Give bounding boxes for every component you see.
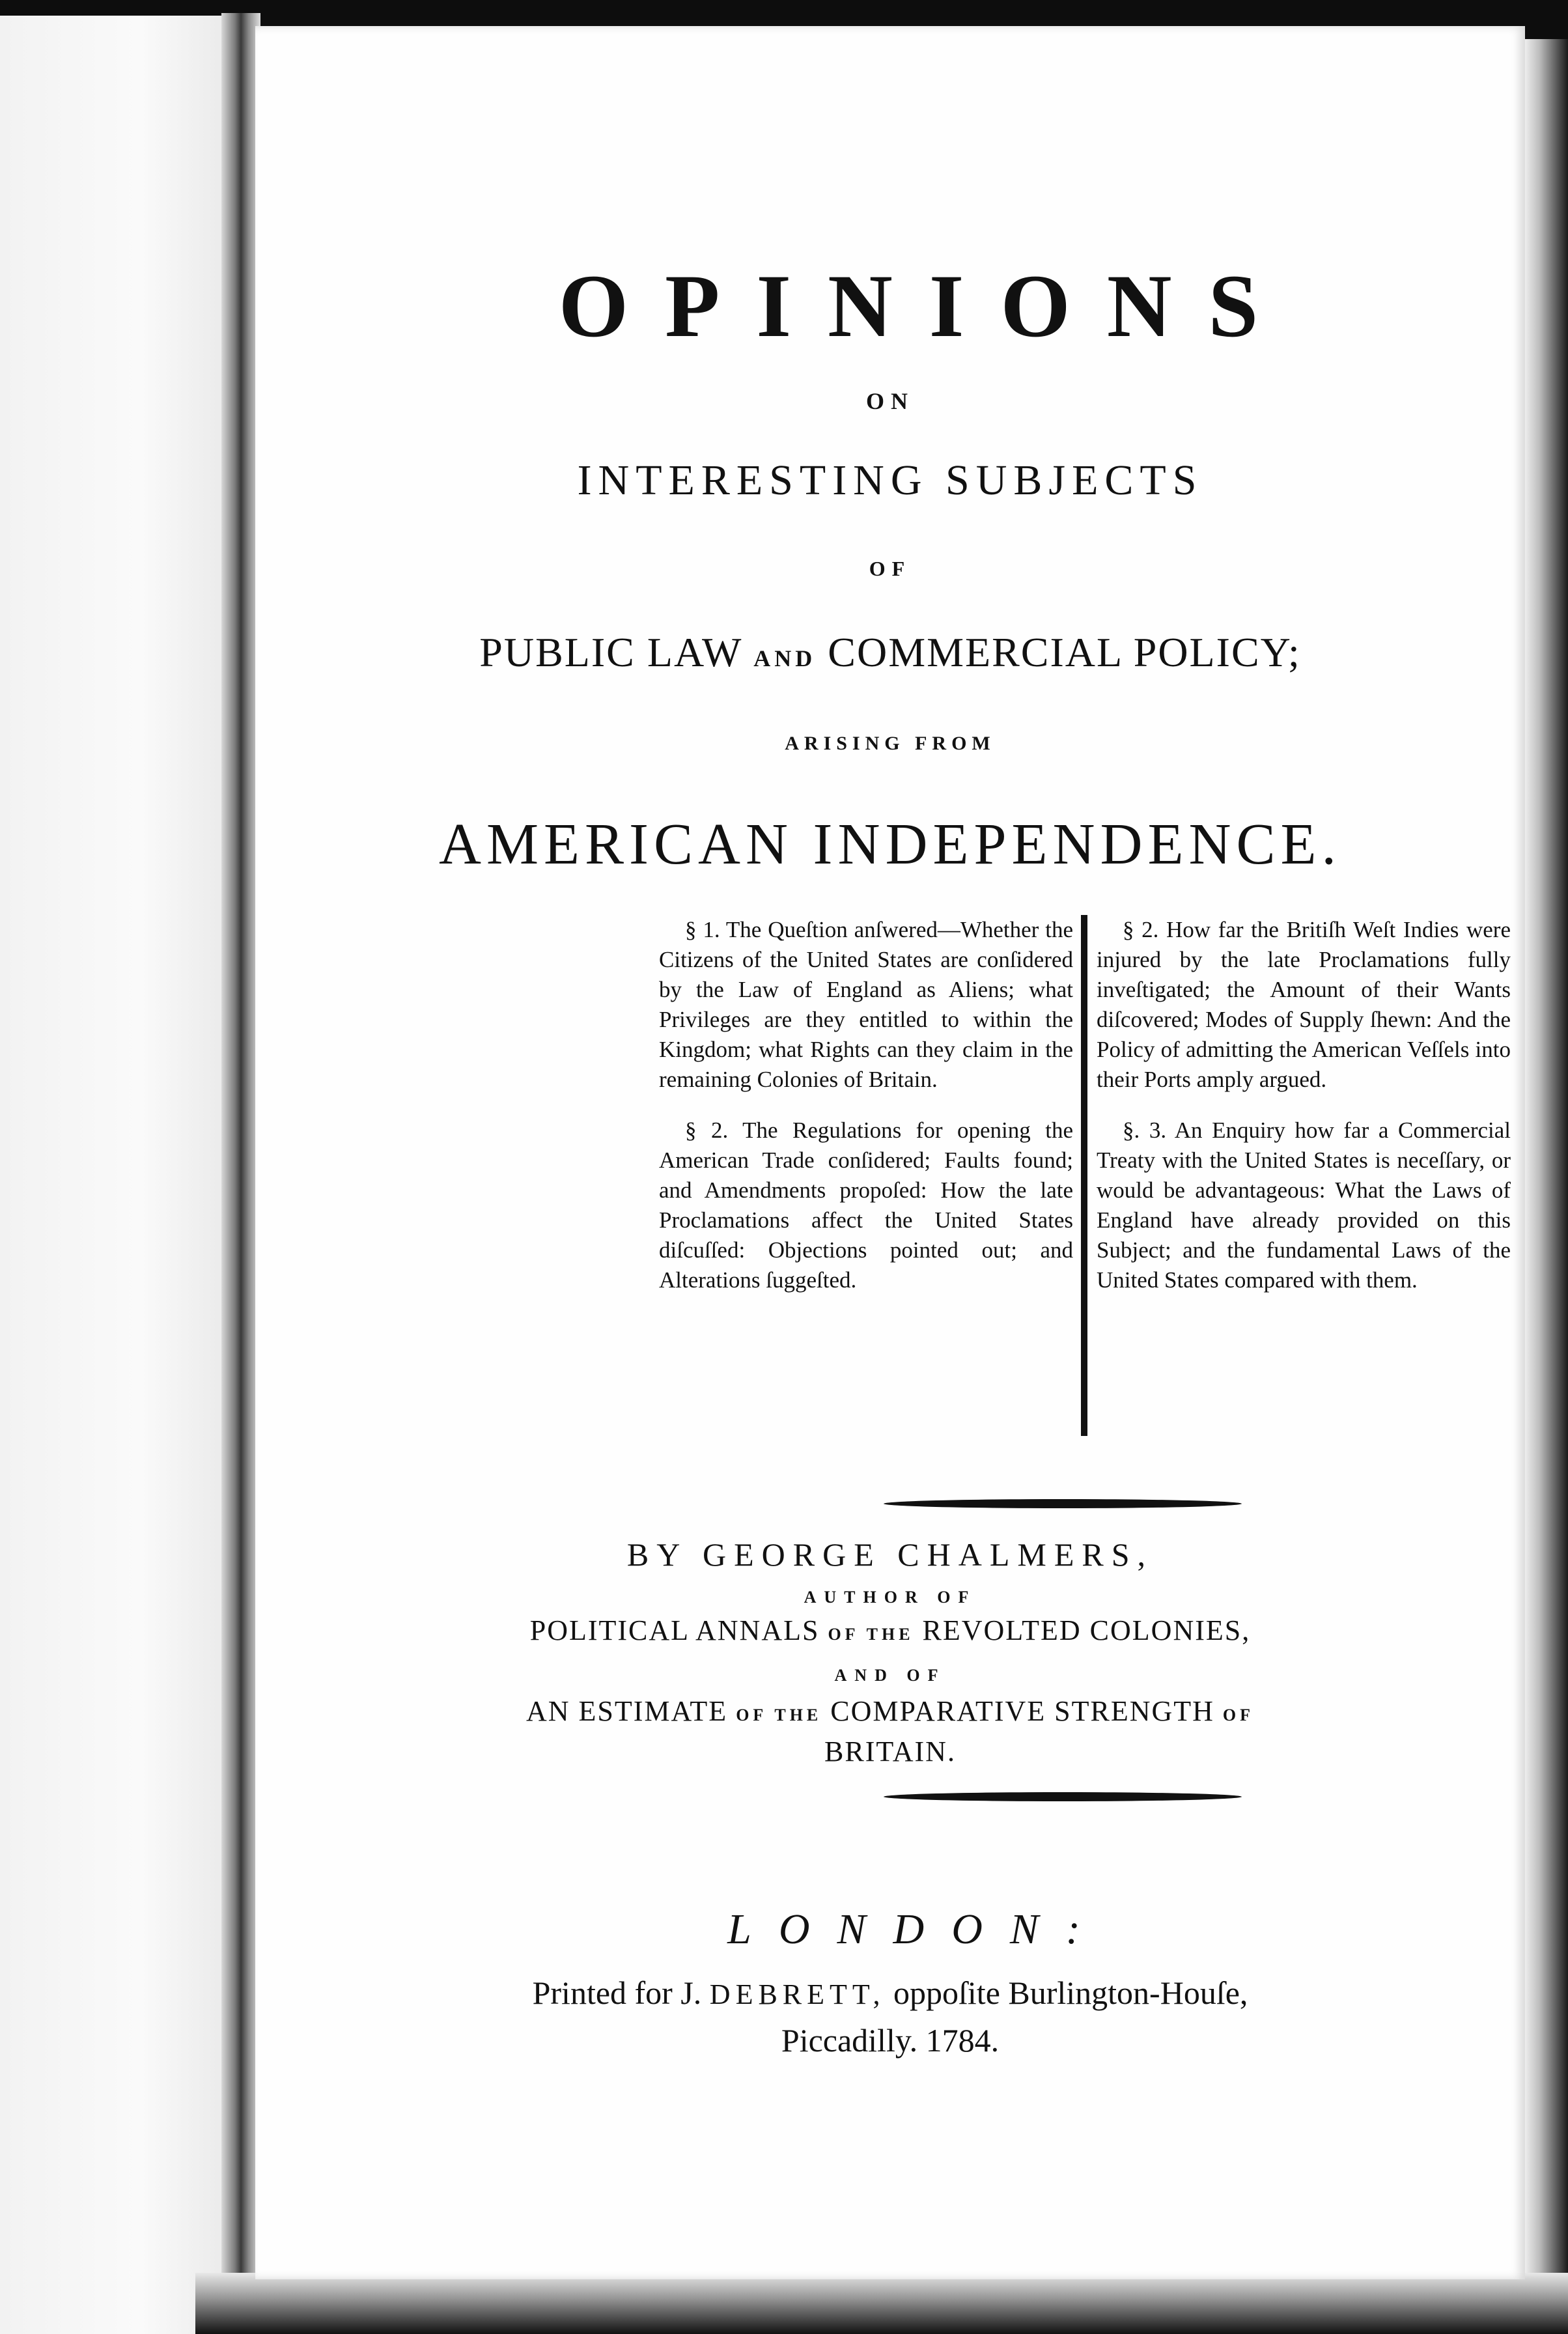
of-line: OF: [869, 557, 912, 580]
ornamental-rule: [884, 1499, 1242, 1508]
author-byline: BY GEORGE CHALMERS,: [626, 1536, 1154, 1573]
bottom-page-edge: [195, 2273, 1568, 2334]
annals-part2: REVOLTED COLONIES,: [922, 1614, 1251, 1646]
annals-line: [255, 1614, 1525, 1647]
estimate-part3: BRITAIN.: [824, 1736, 956, 1767]
imprint-post: oppoſite Burlington-Houſe,: [893, 1975, 1248, 2011]
law-part2: COMMERCIAL POLICY;: [828, 629, 1301, 675]
imprint-city: LONDON:: [727, 1905, 1108, 1953]
book-title: OPINIONS: [558, 256, 1295, 356]
imprint-pre: Printed for J.: [532, 1975, 702, 2011]
binding-gutter: [221, 13, 260, 2331]
law-and: AND: [753, 645, 817, 671]
estimate-an: AN: [525, 1695, 570, 1727]
title-page: [255, 26, 1525, 2279]
estimate-line: [255, 1693, 1525, 1770]
arising-line: ARISING FROM: [785, 733, 996, 754]
ornamental-rule: [884, 1792, 1242, 1801]
section-paragraph: § 1. The Queſtion anſwered—Whether the Citizens of the United States are conſidered by the Law of England as Aliens; what Privileges are they entitled to within the Kingdom; what Rights can they claim in the remaining Colonies of Britain.: [659, 917, 1073, 1092]
and-of-line: AND OF: [834, 1666, 946, 1685]
contents-left-column: [659, 915, 1073, 1316]
imprint-line: [255, 1970, 1525, 2063]
subjects-line: INTERESTING SUBJECTS: [577, 457, 1203, 504]
contents-right-column: [1097, 915, 1511, 1316]
left-page-edge: [0, 16, 234, 2334]
section-paragraph: §. 3. An Enquiry how far a Commercial Treaty with the United States is neceſſary, or would be advantageous: What the Laws of England have already provided on this Subject; and the fundamental Laws of the United States compared with them.: [1097, 1118, 1511, 1293]
annals-part1: POLITICAL ANNALS: [529, 1614, 820, 1646]
author-of-line: AUTHOR OF: [804, 1588, 977, 1607]
column-divider: [1081, 915, 1087, 1436]
contents-columns: [659, 915, 1532, 1436]
independence-line: AMERICAN INDEPENDENCE.: [439, 812, 1341, 877]
annals-mid: OF THE: [828, 1625, 914, 1644]
law-policy-line: [255, 628, 1525, 677]
section-paragraph: § 2. The Regulations for opening the American Trade conſidered; Faults found; and Amendments propoſed: How the late Proclamations affect the United States diſcuſſed: Objections pointed out; and Alterations ſuggeſted.: [659, 1118, 1073, 1293]
imprint-date: Piccadilly. 1784.: [781, 2022, 1000, 2059]
estimate-mid2: OF: [1222, 1706, 1255, 1724]
section-paragraph: § 2. How far the Britiſh Weſt Indies were injured by the late Proclamations fully inveſtigated; the Amount of their Wants diſcovered; Modes of Supply ſhewn: And the Policy of admitting the American Veſſels into their Ports amply argued.: [1097, 917, 1511, 1092]
estimate-mid1: OF THE: [736, 1706, 822, 1724]
estimate-part1: ESTIMATE: [578, 1695, 728, 1727]
estimate-part2: COMPARATIVE STRENGTH: [830, 1695, 1214, 1727]
on-line: ON: [866, 388, 914, 414]
law-part1: PUBLIC LAW: [479, 629, 742, 675]
imprint-printer: DEBRETT,: [709, 1978, 886, 2010]
